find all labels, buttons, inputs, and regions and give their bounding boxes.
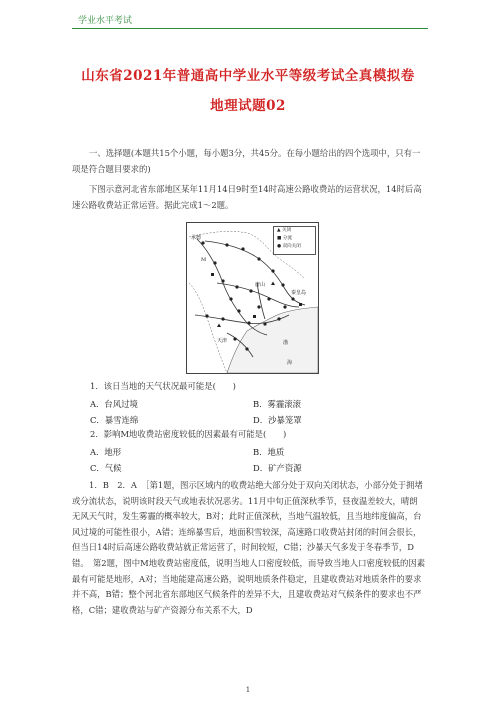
- map-label-bo: 渤: [283, 340, 289, 346]
- road-toll-map: [186, 222, 319, 374]
- question-1-options-row1: [90, 396, 410, 412]
- q2-option-a: A．地形: [90, 447, 122, 457]
- legend-diverted: ■ 分流: [277, 236, 292, 241]
- border-line: [189, 283, 227, 373]
- q2-option-b: B．地质: [253, 447, 285, 457]
- question-1-options-row2: [90, 412, 410, 428]
- answer-explanation: 1．B 2．A ［第1题，图示区域内的收费站绝大部分处于双向关闭状态，小部分处于拥堵或分流状态，说明该时段天气或地表状况恶劣。11月中旬正值深秋季节，昼夜温差较大，晴朗无风天气时，发生雾霾的概率较大，B对；此时正值深秋，当地气温较低，且当地纬度偏高，台风过境的可能性很小，A错；连绵暴雪后，地面积雪较深，高速路口收费站封闭的时间会很长，但当日14时后高速公路收费站就正常运营了，时间较短，C错；沙暴天气多发于冬春季节，D错。 第2题，图中M地收费站密度低，说明当地人口密度较低，而导致当地人口密度较低的因素最有可能是地形，A对；当地能建高速公路，说明地质条件稳定，且建收费站对地质条件的要求并不高，B错；整个河北省东部地区气候条件的差异不大，且建收费站对气候条件的要求也不严格，C错；建收费站与矿产资源分布关系不大，D: [72, 480, 426, 615]
- map-label-qinhuangdao: 秦皇岛: [291, 290, 307, 296]
- q1-option-c: C．暴雪连绵: [90, 415, 139, 425]
- q1-option-d: D．沙暴笼罩: [253, 415, 302, 425]
- question-2-stem: 2．影响M地收费站密度较低的因素最有可能是( ): [90, 429, 287, 439]
- map-label-m: M: [201, 257, 207, 263]
- q2-option-c: C．气候: [90, 463, 122, 473]
- question-stem-intro: 下图示意河北省东部地区某年11月14日9时至14时高速公路收费站的运营状况，14时后高速公路收费站正常运营。据此完成1～2题。: [72, 184, 422, 210]
- section-instructions: 一、选择题(本题共15个小题，每小题3分，共45分。在每小题给出的四个选项中，只有一项是符合题目要求的): [72, 148, 421, 174]
- map-label-tianjin: 天津: [217, 338, 228, 344]
- question-2-options-row1: [90, 444, 410, 460]
- map-legend: [273, 226, 316, 255]
- q2-option-d: D．矿产资源: [253, 463, 302, 473]
- map-label-tangshan: 唐山: [255, 282, 266, 288]
- legend-closed: ▲ 关闭: [277, 228, 292, 233]
- question-1-stem: 1．该日当地的天气状况最可能是( ): [90, 381, 236, 391]
- question-2-options-row2: [90, 460, 410, 476]
- page-number: 1: [245, 686, 251, 694]
- sea-area: [227, 307, 318, 373]
- header-divider: [72, 28, 428, 29]
- page-subtitle: 地理试题02: [210, 98, 286, 114]
- highway-line: [257, 283, 265, 319]
- q1-option-a: A．台风过境: [90, 399, 138, 409]
- map-label-chengde: 承德: [191, 235, 202, 241]
- legend-both-closed: ● 双向关闭: [277, 244, 301, 249]
- header-tag: 学业水平考试: [78, 16, 133, 26]
- page-title: 山东省2021年普通高中学业水平等级考试全真模拟卷: [81, 68, 415, 84]
- map-label-hai: 海: [287, 360, 293, 366]
- q1-option-b: B．雾霾滚滚: [253, 399, 302, 409]
